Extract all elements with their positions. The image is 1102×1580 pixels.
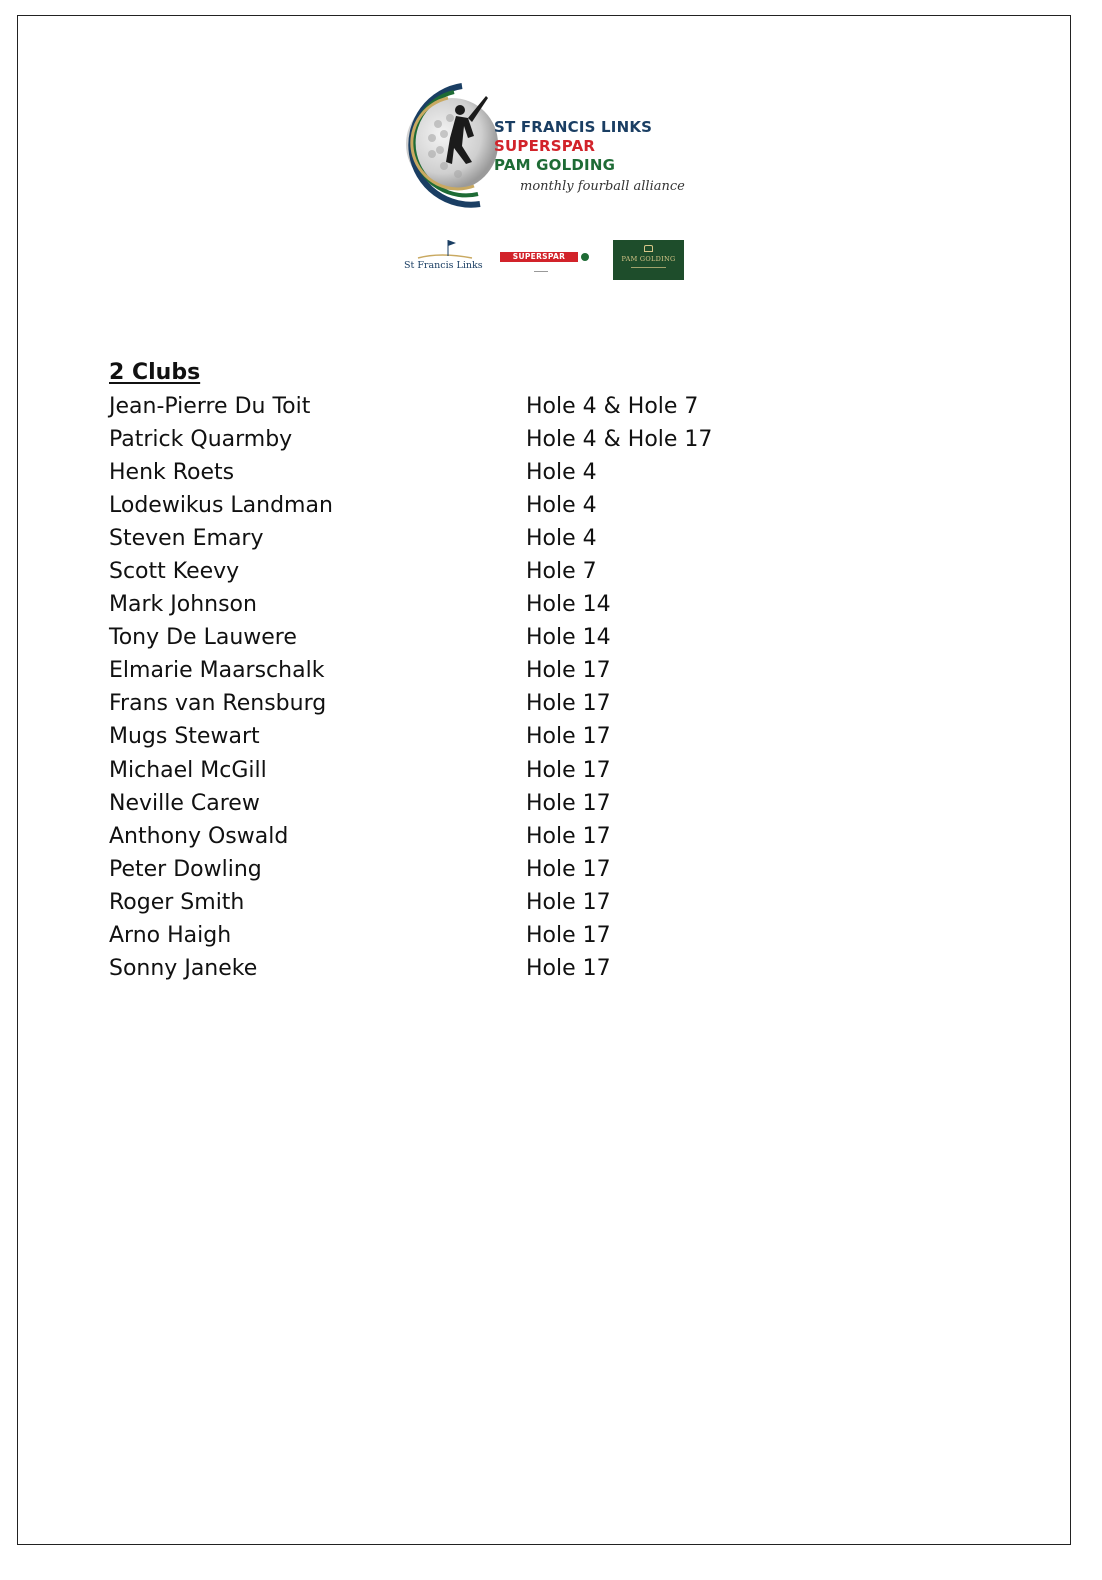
player-name: Mugs Stewart: [109, 724, 260, 750]
list-item: [109, 522, 809, 555]
hole-value: Hole 17: [526, 691, 611, 717]
superspar-logo: [498, 236, 590, 280]
hole-value: Hole 17: [526, 724, 611, 750]
list-item: [109, 820, 809, 853]
player-name: Henk Roets: [109, 460, 235, 486]
list-item: [109, 952, 809, 985]
superspar-text: SUPERSPAR: [500, 252, 578, 262]
list-item: [109, 555, 809, 588]
player-name: Peter Dowling: [109, 856, 262, 882]
hole-value: Hole 17: [526, 757, 611, 783]
pam-golding-crest-icon: [644, 245, 653, 252]
section-heading: 2 Clubs: [109, 360, 201, 385]
player-name: Mark Johnson: [109, 592, 257, 618]
pam-golding-text: PAM GOLDING: [621, 255, 676, 263]
list-item: [109, 853, 809, 886]
pam-golding-sub-mark: [631, 267, 666, 268]
player-name: Arno Haigh: [109, 922, 232, 948]
pam-golding-logo: [613, 240, 684, 280]
list-item: [109, 456, 809, 489]
superspar-sub-mark: [534, 263, 548, 272]
player-name: Steven Emary: [109, 526, 264, 552]
hole-value: Hole 4: [526, 460, 597, 486]
player-name: Patrick Quarmby: [109, 427, 293, 453]
list-item: [109, 787, 809, 820]
logo-title-pam-golding: PAM GOLDING: [494, 156, 616, 174]
logo-title-st-francis-links: ST FRANCIS LINKS: [494, 118, 653, 136]
hole-value: Hole 17: [526, 658, 611, 684]
list-item: [109, 489, 809, 522]
st-francis-links-text: St Francis Links: [404, 260, 483, 271]
hole-value: Hole 17: [526, 790, 611, 816]
spar-tree-icon: [581, 253, 589, 261]
player-name: Tony De Lauwere: [109, 625, 297, 651]
player-name: Neville Carew: [109, 790, 260, 816]
hole-value: Hole 14: [526, 625, 611, 651]
list-item: [109, 687, 809, 720]
hole-value: Hole 17: [526, 823, 611, 849]
player-name: Scott Keevy: [109, 559, 240, 585]
st-francis-links-logo: [400, 236, 490, 280]
hole-value: Hole 4: [526, 526, 597, 552]
golf-ball-swoosh-icon: [388, 66, 498, 216]
hole-value: Hole 17: [526, 922, 611, 948]
player-name: Elmarie Maarschalk: [109, 658, 325, 684]
hole-value: Hole 4: [526, 493, 597, 519]
alliance-logo: [388, 66, 704, 296]
flag-icon: [400, 236, 490, 260]
list-item: [109, 588, 809, 621]
list-item: [109, 654, 809, 687]
list-item: [109, 886, 809, 919]
hole-value: Hole 17: [526, 889, 611, 915]
hole-value: Hole 7: [526, 559, 597, 585]
list-item: [109, 621, 809, 654]
player-name: Frans van Rensburg: [109, 691, 327, 717]
hole-value: Hole 17: [526, 955, 611, 981]
hole-value: Hole 4 & Hole 17: [526, 427, 713, 453]
player-name: Anthony Oswald: [109, 823, 289, 849]
player-name: Michael McGill: [109, 757, 267, 783]
hole-value: Hole 4 & Hole 7: [526, 394, 699, 419]
player-name: Roger Smith: [109, 889, 245, 915]
player-name: Sonny Janeke: [109, 955, 258, 981]
list-item: [109, 754, 809, 787]
list-item: [109, 720, 809, 753]
logo-tagline: monthly fourball alliance: [520, 179, 685, 194]
list-item: [109, 423, 809, 456]
player-name: Jean-Pierre Du Toit: [109, 394, 311, 419]
list-item: [109, 390, 809, 423]
hole-value: Hole 14: [526, 592, 611, 618]
player-name: Lodewikus Landman: [109, 493, 333, 519]
list-item: [109, 919, 809, 952]
hole-value: Hole 17: [526, 856, 611, 882]
logo-title-superspar: SUPERSPAR: [494, 137, 596, 155]
winners-list: [109, 390, 809, 985]
